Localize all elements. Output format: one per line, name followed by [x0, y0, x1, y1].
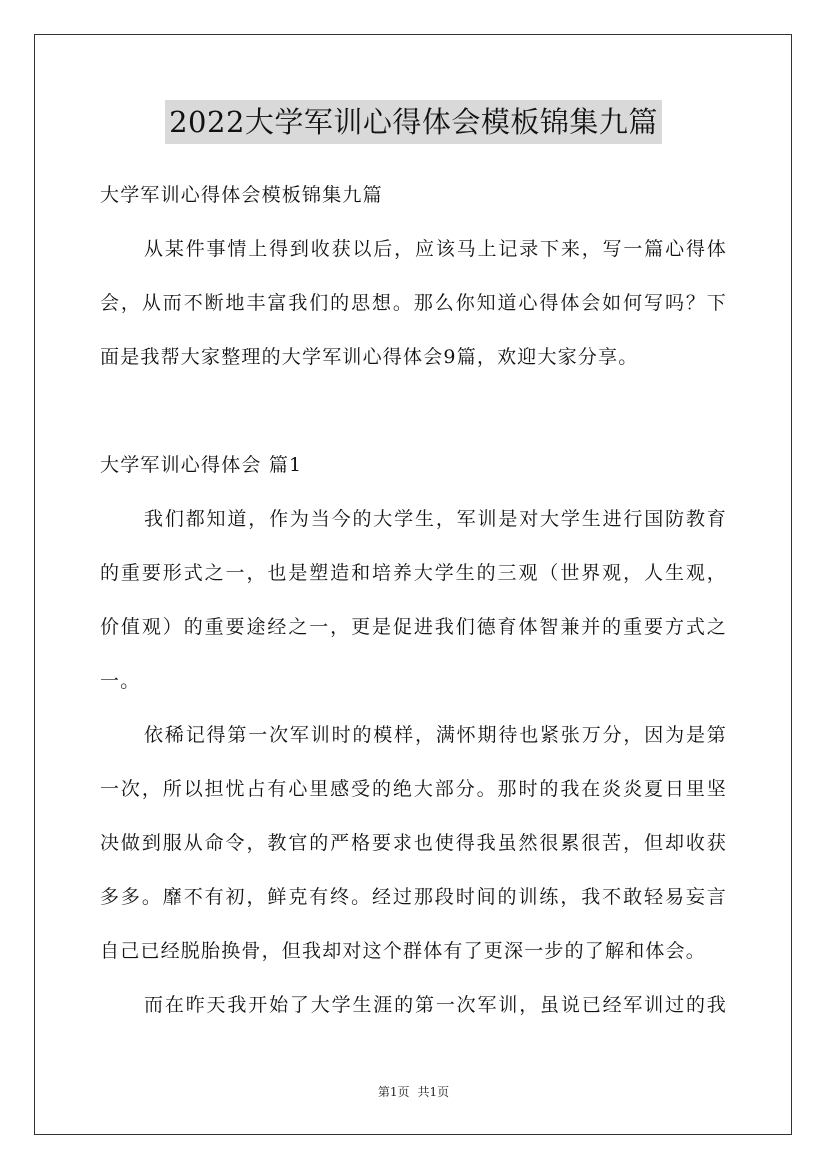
page-total: 共1页: [417, 1085, 450, 1099]
paragraph-gap: [100, 388, 727, 442]
paragraph-line: 的重要形式之一，也是塑造和培养大学生的三观（世界观，人生观，: [100, 562, 727, 584]
page-number: 第1页: [377, 1085, 410, 1099]
title-container: [0, 100, 827, 144]
paragraph-line: 而在昨天我开始了大学生涯的第一次军训，虽说已经军训过的我: [144, 994, 727, 1016]
paragraph-line: 多多。靡不有初，鲜克有终。经过那段时间的训练，我不敢轻易妄言: [100, 886, 727, 908]
paragraph-line: 依稀记得第一次军训时的模样，满怀期待也紧张万分，因为是第: [144, 724, 727, 746]
paragraph-line: 我们都知道，作为当今的大学生，军训是对大学生进行国防教育: [144, 508, 727, 530]
section-heading: 大学军训心得体会 篇1: [100, 454, 303, 476]
paragraph-line: 自己已经脱胎换骨，但我却对这个群体有了更深一步的了解和体会。: [100, 940, 707, 962]
intro-line: 从某件事情上得到收获以后，应该马上记录下来，写一篇心得体: [144, 238, 727, 260]
paragraph-line: 一。: [100, 670, 141, 692]
document-body: [100, 172, 727, 1036]
page-footer: [0, 1083, 827, 1100]
intro-line: 面是我帮大家整理的大学军训心得体会9篇，欢迎大家分享。: [100, 346, 639, 368]
paragraph-line: 价值观）的重要途经之一，更是促进我们德育体智兼并的重要方式之: [100, 616, 727, 638]
intro-line: 会，从而不断地丰富我们的思想。那么你知道心得体会如何写吗？下: [100, 292, 727, 314]
paragraph-line: 决做到服从命令，教官的严格要求也使得我虽然很累很苦，但却收获: [100, 832, 727, 854]
subtitle: 大学军训心得体会模板锦集九篇: [100, 184, 383, 206]
document-title: 2022大学军训心得体会模板锦集九篇: [165, 100, 662, 144]
paragraph-line: 一次，所以担忧占有心里感受的绝大部分。那时的我在炎炎夏日里坚: [100, 778, 727, 800]
